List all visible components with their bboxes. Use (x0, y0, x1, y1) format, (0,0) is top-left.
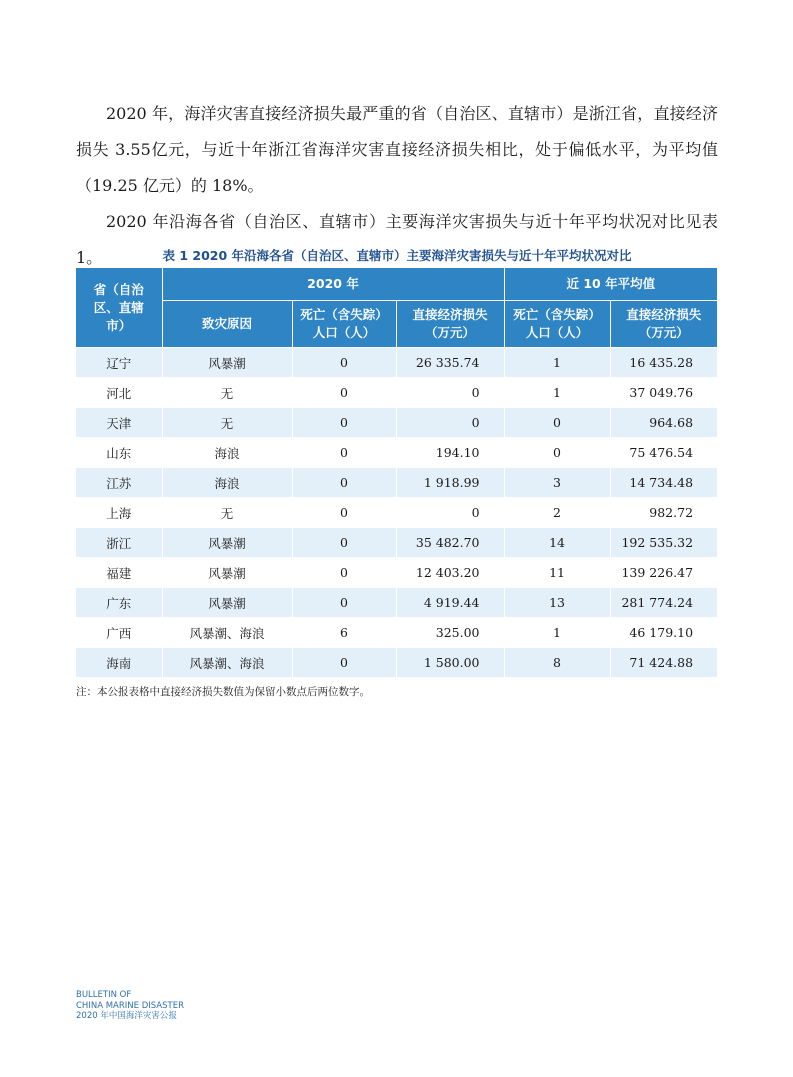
cell-deaths-average: 1 (504, 378, 610, 408)
loss-comparison-table (76, 268, 717, 678)
header-group-ten-year-average: 近 10 年平均值 (504, 268, 717, 301)
footer-line-bulletin-of: BULLETIN OF (76, 990, 132, 1000)
cell-deaths-2020: 6 (292, 618, 396, 648)
cell-loss-2020: 35 482.70 (396, 528, 504, 558)
cell-loss-average: 46 179.10 (610, 618, 717, 648)
paragraph-zhejiang-loss: 2020 年，海洋灾害直接经济损失最严重的省（自治区、直辖市）是浙江省，直接经济损失 3.55亿元，与近十年浙江省海洋灾害直接经济损失相比，处于偏低水平，为平均值（19.25 亿元）的 18%。 (76, 104, 718, 195)
bulletin-footer (76, 990, 184, 1022)
cell-cause: 风暴潮 (162, 348, 292, 378)
cell-deaths-average: 8 (504, 648, 610, 678)
paragraph-table-intro: 2020 年沿海各省（自治区、直辖市）主要海洋灾害损失与近十年平均状况对比见表 1。 (76, 212, 718, 267)
cell-deaths-2020: 0 (292, 378, 396, 408)
header-deaths-average: 死亡（含失踪）人口（人） (504, 301, 610, 348)
header-cause: 致灾原因 (162, 301, 292, 348)
cell-deaths-2020: 0 (292, 588, 396, 618)
cell-loss-2020: 1 580.00 (396, 648, 504, 678)
header-loss-2020: 直接经济损失（万元） (396, 301, 504, 348)
header-loss-average: 直接经济损失（万元） (610, 301, 717, 348)
cell-deaths-2020: 0 (292, 558, 396, 588)
cell-loss-average: 281 774.24 (610, 588, 717, 618)
cell-province: 辽宁 (76, 348, 162, 378)
cell-deaths-2020: 0 (292, 468, 396, 498)
cell-province: 广西 (76, 618, 162, 648)
cell-province: 河北 (76, 378, 162, 408)
cell-province: 江苏 (76, 468, 162, 498)
cell-cause: 风暴潮 (162, 528, 292, 558)
table-row (76, 438, 717, 468)
cell-province: 上海 (76, 498, 162, 528)
cell-cause: 无 (162, 408, 292, 438)
table-footnote: 注：本公报表格中直接经济损失数值为保留小数点后两位数字。 (76, 686, 370, 698)
cell-province: 浙江 (76, 528, 162, 558)
cell-loss-average: 139 226.47 (610, 558, 717, 588)
cell-loss-average: 16 435.28 (610, 348, 717, 378)
cell-cause: 无 (162, 378, 292, 408)
cell-deaths-average: 2 (504, 498, 610, 528)
cell-loss-2020: 12 403.20 (396, 558, 504, 588)
cell-loss-average: 75 476.54 (610, 438, 717, 468)
table-caption: 表 1 2020 年沿海各省（自治区、直辖市）主要海洋灾害损失与近十年平均状况对比 (162, 248, 632, 263)
cell-deaths-average: 14 (504, 528, 610, 558)
cell-loss-2020: 26 335.74 (396, 348, 504, 378)
table-row (76, 408, 717, 438)
cell-deaths-average: 3 (504, 468, 610, 498)
cell-loss-2020: 1 918.99 (396, 468, 504, 498)
cell-province: 海南 (76, 648, 162, 678)
cell-loss-2020: 0 (396, 378, 504, 408)
cell-deaths-2020: 0 (292, 438, 396, 468)
cell-loss-2020: 325.00 (396, 618, 504, 648)
cell-loss-average: 982.72 (610, 498, 717, 528)
header-group-2020: 2020 年 (162, 268, 504, 301)
cell-loss-2020: 4 919.44 (396, 588, 504, 618)
table-row (76, 348, 717, 378)
cell-deaths-average: 0 (504, 438, 610, 468)
cell-cause: 海浪 (162, 468, 292, 498)
header-province: 省（自治区、直辖市） (76, 268, 162, 348)
cell-province: 福建 (76, 558, 162, 588)
cell-loss-2020: 194.10 (396, 438, 504, 468)
cell-province: 天津 (76, 408, 162, 438)
table-row (76, 558, 717, 588)
table-row (76, 468, 717, 498)
footer-line-china-marine-disaster: CHINA MARINE DISASTER (76, 1000, 184, 1011)
cell-deaths-2020: 0 (292, 528, 396, 558)
cell-deaths-2020: 0 (292, 348, 396, 378)
footer-line-chinese-title: 2020 年中国海洋灾害公报 (76, 1011, 177, 1021)
cell-cause: 海浪 (162, 438, 292, 468)
table-row (76, 498, 717, 528)
cell-loss-average: 192 535.32 (610, 528, 717, 558)
cell-deaths-average: 1 (504, 618, 610, 648)
cell-province: 广东 (76, 588, 162, 618)
cell-deaths-2020: 0 (292, 648, 396, 678)
header-deaths-2020: 死亡（含失踪）人口（人） (292, 301, 396, 348)
cell-loss-average: 964.68 (610, 408, 717, 438)
cell-cause: 无 (162, 498, 292, 528)
cell-loss-average: 71 424.88 (610, 648, 717, 678)
cell-loss-average: 37 049.76 (610, 378, 717, 408)
cell-province: 山东 (76, 438, 162, 468)
cell-loss-2020: 0 (396, 498, 504, 528)
cell-loss-2020: 0 (396, 408, 504, 438)
cell-deaths-average: 0 (504, 408, 610, 438)
cell-cause: 风暴潮、海浪 (162, 648, 292, 678)
cell-cause: 风暴潮 (162, 588, 292, 618)
cell-cause: 风暴潮 (162, 558, 292, 588)
cell-deaths-average: 11 (504, 558, 610, 588)
cell-deaths-2020: 0 (292, 498, 396, 528)
table-row (76, 378, 717, 408)
cell-loss-average: 14 734.48 (610, 468, 717, 498)
cell-deaths-2020: 0 (292, 408, 396, 438)
cell-deaths-average: 1 (504, 348, 610, 378)
table-row (76, 618, 717, 648)
table-row (76, 528, 717, 558)
table-row (76, 588, 717, 618)
cell-cause: 风暴潮、海浪 (162, 618, 292, 648)
table-row (76, 648, 717, 678)
cell-deaths-average: 13 (504, 588, 610, 618)
